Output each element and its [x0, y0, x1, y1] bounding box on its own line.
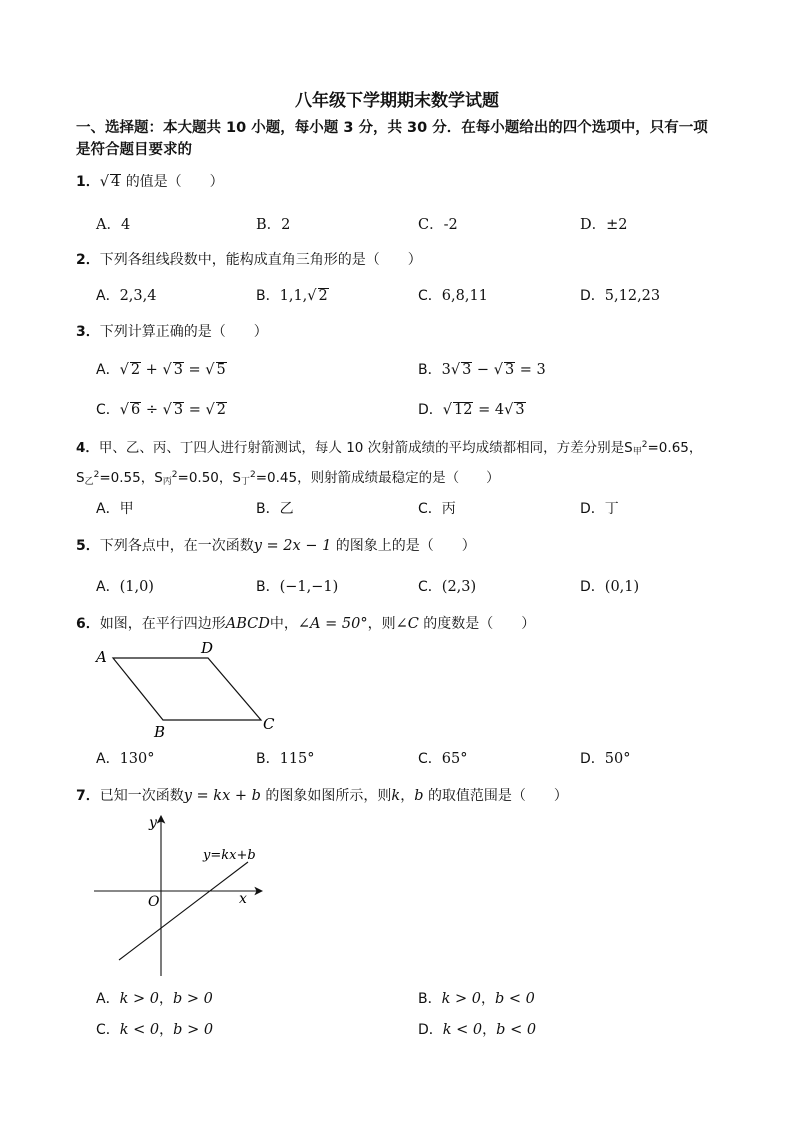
sqrt-expression: √ 4: [99, 174, 121, 190]
option-b[interactable]: B．乙: [256, 501, 294, 517]
question-number: 1．: [76, 174, 100, 190]
function-line: [119, 862, 248, 960]
vertex-label-d: D: [201, 639, 214, 657]
question-number: 2．: [76, 252, 100, 268]
option-b[interactable]: B．k > 0，b < 0: [418, 991, 535, 1007]
option-c[interactable]: C．65°: [418, 751, 468, 767]
option-b[interactable]: B．1,1,√ 2: [256, 288, 328, 304]
question-2: [76, 249, 422, 269]
option-b[interactable]: B．115°: [256, 751, 315, 767]
question-number: 5．: [76, 538, 100, 554]
question-text: 下列计算正确的是（ ）: [99, 324, 268, 340]
vertex-label-a: A: [96, 648, 107, 666]
function-expression: y = kx + b: [183, 788, 261, 804]
option-c[interactable]: C．6,8,11: [418, 288, 488, 304]
question-5: 5．下列各点中，在一次函数y = 2x − 1 的图象上的是（ ）: [76, 538, 476, 554]
option-d[interactable]: D．5,12,23: [580, 288, 661, 304]
section-header-line2: 是符合题目要求的: [76, 142, 192, 158]
vertex-label-c: C: [263, 715, 275, 733]
question-number: 3．: [76, 324, 100, 340]
page-title: 八年级下学期期末数学试题: [295, 91, 499, 111]
option-d[interactable]: D．(0,1): [580, 579, 640, 595]
option-c[interactable]: C．-2: [418, 217, 458, 233]
option-a[interactable]: A．√ 2 + √ 3 = √ 5: [96, 362, 226, 378]
question-number: 6．: [76, 616, 100, 632]
origin-label: O: [148, 894, 160, 910]
option-a[interactable]: A．130°: [96, 751, 155, 767]
question-6: 6．如图，在平行四边形ABCD中，∠A = 50°，则∠C 的度数是（ ）: [76, 616, 536, 632]
option-a[interactable]: A．4: [96, 217, 131, 233]
parallelogram-shape: [113, 658, 261, 720]
option-d[interactable]: D．±2: [580, 217, 628, 233]
question-1: [76, 171, 224, 191]
question-text: 的值是（ ）: [125, 174, 224, 190]
line-label: y=kx+b: [203, 848, 256, 863]
option-d[interactable]: D．√ 12 = 4√ 3: [418, 402, 525, 418]
function-expression: y = 2x − 1: [253, 538, 332, 554]
option-a[interactable]: A．2,3,4: [96, 288, 157, 304]
question-number: 4．: [76, 440, 99, 456]
option-a[interactable]: A．k > 0，b > 0: [96, 991, 213, 1007]
parallelogram-figure: [86, 636, 296, 746]
question-3: [76, 321, 268, 341]
option-d[interactable]: D．丁: [580, 501, 619, 517]
question-4-line2: $S_乙^2=0.55$，$S_丙^2=0.50$，$S_丁^2=0.45$，则射箭成绩最稳定的是（ ）: [76, 470, 500, 487]
option-c[interactable]: C．√ 6 ÷ √ 3 = √ 2: [96, 402, 226, 418]
option-c[interactable]: C．(2,3): [418, 579, 477, 595]
option-b[interactable]: B．3√ 3 − √ 3 = 3: [418, 362, 546, 378]
option-d[interactable]: D．k < 0，b < 0: [418, 1022, 537, 1038]
x-axis-label: x: [239, 891, 247, 907]
linear-function-graph: [86, 810, 276, 980]
option-c[interactable]: C．丙: [418, 501, 456, 517]
option-a[interactable]: A．甲: [96, 501, 134, 517]
option-d[interactable]: D．50°: [580, 751, 631, 767]
y-axis-label: y: [149, 815, 157, 831]
option-b[interactable]: B．(−1,−1): [256, 579, 339, 595]
question-4-line1: 4．甲、乙、丙、丁四人进行射箭测试，每人 10 次射箭成绩的平均成绩都相同，方差分别是$S_甲^2=0.65$，: [76, 440, 703, 457]
question-text: 下列各组线段数中，能构成直角三角形的是（ ）: [99, 252, 422, 268]
option-c[interactable]: C．k < 0，b > 0: [96, 1022, 214, 1038]
option-a[interactable]: A．(1,0): [96, 579, 154, 595]
option-b[interactable]: B．2: [256, 217, 291, 233]
vertex-label-b: B: [154, 723, 166, 741]
question-7: 7．已知一次函数y = kx + b 的图象如图所示，则k，b 的取值范围是（ ）: [76, 788, 568, 804]
section-header-line1: 一、选择题：本大题共 10 小题，每小题 3 分，共 30 分．在每小题给出的四个选项中，只有一项: [76, 120, 708, 136]
question-number: 7．: [76, 788, 100, 804]
